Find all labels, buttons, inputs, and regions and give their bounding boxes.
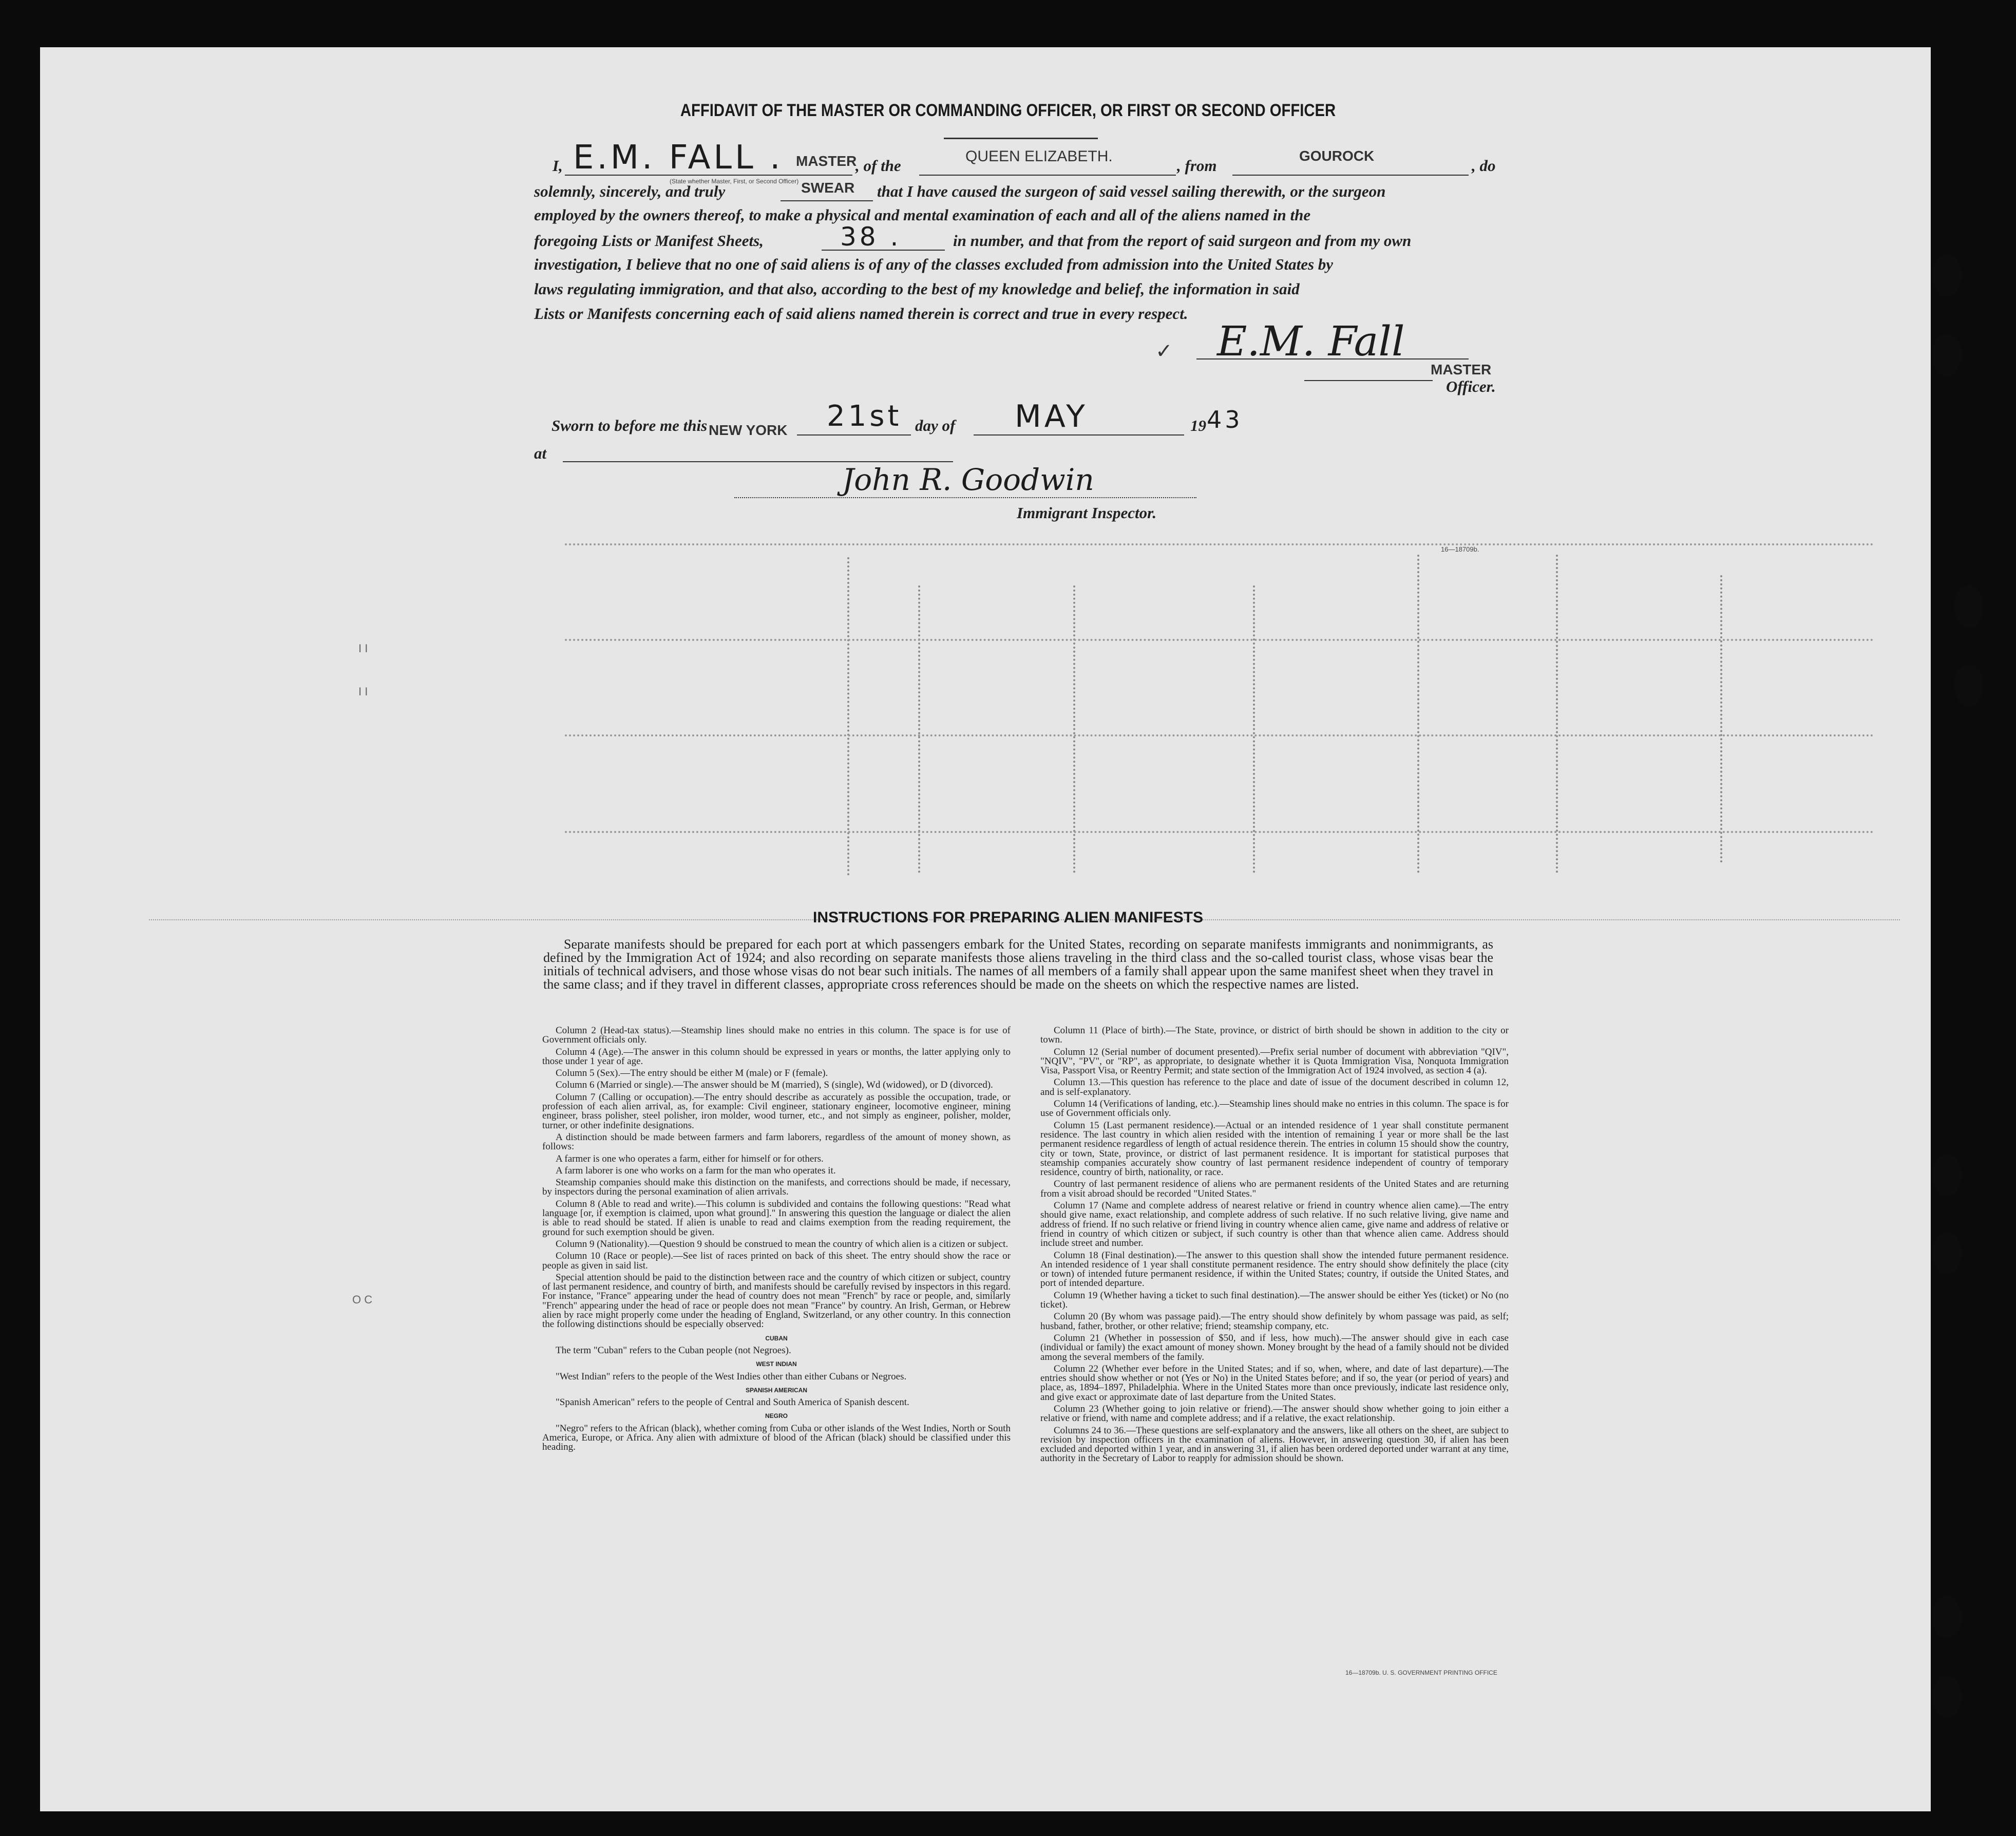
- binder-hole: [1932, 1596, 1962, 1638]
- instruction-paragraph: A farm laborer is one who works on a farm for the man who operates it.: [556, 1165, 836, 1176]
- binder-hole: [1932, 255, 1962, 297]
- pronoun-i: I,: [553, 157, 563, 175]
- instructions-right-column: [1040, 1026, 1509, 1466]
- instruction-paragraph: The term "Cuban" refers to the Cuban people (not Negroes).: [556, 1345, 791, 1356]
- oath-continuation: that I have caused the surgeon of said vessel sailing therewith, or the surgeon: [877, 182, 1386, 200]
- margin-mark: I I: [358, 642, 368, 655]
- instruction-paragraph: Column 7 (Calling or occupation).—The entry should describe as accurately as possible the occupation, trade, or profession of each alien arrival, as, for example: Civil engineer, stationary engineer, locomotive engineer, mining engineer, brass polisher, steel polisher, iron molder, wood turner, etc., and not simply as engineer, polisher, molder, turner, or other indefinite designations.: [542, 1091, 1011, 1131]
- port-field-line: [1232, 175, 1469, 176]
- year-prefix: 19: [1190, 417, 1206, 434]
- officer-rank-stamp: MASTER: [1431, 362, 1492, 377]
- instructions-title: INSTRUCTIONS FOR PREPARING ALIEN MANIFESTS: [812, 909, 1204, 926]
- number-continuation: in number, and that from the report of said surgeon and from my own: [953, 232, 1412, 250]
- instruction-paragraph: Column 15 (Last permanent residence).—Actual or an intended residence of 1 year shall constitute permanent residence. The last country in which alien resided with the intention of remaining 1 year or more shall be the last permanent residence regardless of length of actual residence therein. The entries in column 15 should show the country, city or town, State, province, or district of last permanent residence. It is important for statistical purposes that steamship companies accurately show country of last permanent residence independent of country of temporary residence, country of birth, nationality, or race.: [1040, 1120, 1509, 1178]
- margin-mark: O C: [352, 1293, 373, 1306]
- instruction-paragraph: A farmer is one who operates a farm, either for himself or for others.: [556, 1153, 824, 1164]
- instruction-paragraph: Column 21 (Whether in possession of $50, and if less, how much).—The answer should give in each case (individual or family) the exact amount of money shown. Money brought by the head of a family should not be divided among the several members of the family.: [1040, 1332, 1509, 1362]
- instruction-paragraph: Special attention should be paid to the distinction between race and the country of which citizen or subject, country of last permanent residence, and country of birth, and manifests should be carefully revised by inspectors in this regard. For instance, "France" appearing under the head of country does not mean "French" by race or people, and, similarly "French" appearing under the head of race or people does not mean "France" by country. An Irish, German, or Hebrew alien by race might properly come under the heading of England, Switzerland, or any other country. In this connection the following distinctions should be especially observed:: [542, 1272, 1011, 1330]
- sworn-text: Sworn to before me this: [551, 417, 708, 434]
- sworn-month: MAY: [1015, 399, 1088, 434]
- instruction-paragraph: Column 14 (Verifications of landing, etc.).—Steamship lines should make no entries in this column. The space is for use of Government officials only.: [1040, 1099, 1509, 1119]
- instruction-paragraph: Column 11 (Place of birth).—The State, province, or district of birth should be shown in addition to the city or town.: [1040, 1025, 1509, 1046]
- binder-hole: [1932, 1233, 1962, 1275]
- bleed-through-rule: [565, 543, 1874, 545]
- binder-hole: [1932, 1675, 1962, 1717]
- sworn-place-stamp: NEW YORK: [709, 422, 788, 438]
- instruction-paragraph: Column 23 (Whether going to join relative or friend).—The answer should show whether going to join either a relative or friend, with name and complete address; and if a relative, the exact relationship.: [1040, 1403, 1509, 1424]
- instruction-paragraph: Column 5 (Sex).—The entry should be either M (male) or F (female).: [556, 1068, 828, 1079]
- affidavit-line-6: laws regulating immigration, and that also, according to the best of my knowledge and belief, the information in said: [534, 280, 1300, 298]
- bleed-through-rule: [1253, 585, 1255, 873]
- bleed-through-rule: [1073, 585, 1075, 873]
- binder-hole: [1932, 334, 1962, 376]
- inspector-signature-line: [734, 497, 1196, 498]
- ship-name: QUEEN ELIZABETH.: [965, 148, 1113, 165]
- instruction-paragraph: Column 13.—This question has reference to the place and date of issue of the document described in column 12, and is self-explanatory.: [1040, 1077, 1509, 1097]
- at-label: at: [534, 444, 547, 462]
- ship-field-line: [919, 175, 1176, 176]
- instruction-paragraph: Column 4 (Age).—The answer in this column should be expressed in years or months, the latter applying only to those under 1 year of age.: [542, 1046, 1011, 1067]
- day-of-label: day of: [915, 417, 956, 434]
- instruction-paragraph: Column 18 (Final destination).—The answer to this question shall show the intended future permanent residence. An intended residence of 1 year shall constitute permanent residence. The entry should show definitely the place (city or town) of intended future permanent residence, if within the United States; country, if outside the United States, and port of intended departure.: [1040, 1250, 1509, 1289]
- instruction-paragraph: Column 6 (Married or single).—The answer should be M (married), S (single), Wd (widowed), or D (divorced).: [556, 1080, 993, 1091]
- sworn-day: 21st: [827, 400, 902, 433]
- instruction-paragraph: "Spanish American" refers to the people of Central and South America of Spanish descent.: [556, 1397, 909, 1408]
- day-field-line: [797, 434, 911, 436]
- section-heading: SPANISH AMERICAN: [745, 1386, 807, 1394]
- instruction-paragraph: Column 19 (Whether having a ticket to such final destination).—The answer should be either Yes (ticket) or No (no ticket).: [1040, 1290, 1509, 1311]
- form-number: 16—18709b.: [1441, 545, 1479, 553]
- bleed-through-rule: [1417, 555, 1419, 873]
- signature-line: [1196, 358, 1469, 359]
- instruction-paragraph: Column 12 (Serial number of document presented).—Prefix serial number of document with abbreviation "QIV", "NQIV", "PV", or "RP", as appropriate, to designate whether it is Quota Immigration Visa, Nonquota Immigration Visa, Passport Visa, or Reentry Permit; and state section of the Immigration Act of 1924 involved, as section 4 (a).: [1040, 1046, 1509, 1076]
- port-of-departure: GOUROCK: [1299, 148, 1375, 164]
- instruction-paragraph: Column 10 (Race or people).—See list of races printed on back of this sheet. The entry should show the race or people as given in said list.: [542, 1251, 1011, 1271]
- margin-mark: I I: [358, 685, 368, 698]
- instruction-paragraph: Column 2 (Head-tax status).—Steamship lines should make no entries in this column. The space is for use of Government officials only.: [542, 1025, 1011, 1046]
- bleed-through-rule: [847, 557, 849, 876]
- bleed-through-rule: [565, 734, 1874, 736]
- instruction-paragraph: Columns 24 to 36.—These questions are self-explanatory and the answers, like all others on the sheet, are subject to revision by inspection officers in the examination of aliens. However, in answering question 30, if alien has been excluded and deported within 1 year, and in answering 31, if alien has been ordered deported under warrant at any time, authority in the Secretary of Labor to reapply for admission should be shown.: [1040, 1425, 1509, 1464]
- month-field-line: [974, 434, 1184, 436]
- binder-hole: [1954, 665, 1984, 707]
- from-label: , from: [1177, 157, 1217, 175]
- instruction-paragraph: Steamship companies should make this distinction on the manifests, and corrections should be made, if necessary, by inspectors during the personal examination of alien arrivals.: [542, 1177, 1011, 1198]
- affidavit-line-5: investigation, I believe that no one of said aliens is of any of the classes excluded from admission into the United States by: [534, 255, 1334, 273]
- instructions-left-column: [542, 1026, 1011, 1455]
- title-rule: [944, 138, 1098, 139]
- rank-line: [1304, 380, 1433, 381]
- inspector-signature: John R. Goodwin: [842, 462, 1094, 497]
- oath-field-line: [781, 200, 873, 201]
- bleed-through-rule: [1556, 555, 1558, 873]
- instruction-paragraph: Column 8 (Able to read and write).—This column is subdivided and contains the following questions: "Read what language [or, if exemption is claimed, upon what ground]." In answering this question the language or dialect the alien is able to read should be stated. If alien is unable to read and claims exemption from the reading requirement, the ground for such exemption should be given.: [542, 1198, 1011, 1238]
- affidavit-title: AFFIDAVIT OF THE MASTER OR COMMANDING OFFICER, OR FIRST OR SECOND OFFICER: [680, 101, 1336, 120]
- of-the-label: , of the: [855, 157, 901, 175]
- section-heading: CUBAN: [765, 1334, 788, 1342]
- instruction-paragraph: "West Indian" refers to the people of the West Indies other than either Cubans or Negroes.: [556, 1371, 907, 1382]
- rank-stamp: MASTER: [796, 153, 857, 169]
- instruction-paragraph: Column 17 (Name and complete address of nearest relative or friend in country whence alien came).—The entry should give name, exact relationship, and complete address of such relative. If no such relative living, give name and address of friend. If no such relative or friend living in country whence alien came, give name and address of relative or friend in country of which citizen or subject, if such country is other than that whence alien came. Address should include street and number.: [1040, 1200, 1509, 1249]
- sworn-year: 43: [1207, 406, 1243, 433]
- binder-hole: [1932, 1154, 1962, 1197]
- manifest-sheet-count: 38 .: [840, 222, 902, 252]
- bleed-through-rule: [918, 585, 920, 873]
- rank-note: (State whether Master, First, or Second Officer): [670, 178, 799, 185]
- do-label: , do: [1472, 157, 1496, 175]
- affidavit-line-3: employed by the owners thereof, to make a physical and mental examination of each and all of the aliens named in the: [534, 206, 1311, 224]
- affidavit-line-7: Lists or Manifests concerning each of said aliens named therein is correct and true in every respect.: [534, 305, 1188, 323]
- bleed-through-rule: [1720, 575, 1722, 863]
- inspector-label: Immigrant Inspector.: [1017, 504, 1157, 522]
- section-heading: WEST INDIAN: [756, 1360, 797, 1368]
- instruction-paragraph: Column 22 (Whether ever before in the United States; and if so, when, where, and date of last departure).—The entries should show whether or not (Yes or No) in the United States before; and if so, the year (or period of years) and place, as, 1894–1897, Philadelphia. Where in the United States more than once previously, indicate last residence only, and give exact or approximate date of last departure from the United States.: [1040, 1363, 1509, 1403]
- printing-office-footer: 16—18709b. U. S. GOVERNMENT PRINTING OFFICE: [1345, 1669, 1497, 1676]
- master-name: E.M. FALL .: [573, 139, 784, 177]
- bleed-through-rule: [565, 639, 1874, 641]
- officer-label: Officer.: [1446, 377, 1496, 395]
- section-heading: NEGRO: [765, 1412, 788, 1420]
- master-signature-check: ✓: [1155, 339, 1173, 363]
- bleed-through-rule: [565, 831, 1874, 833]
- instruction-paragraph: "Negro" refers to the African (black), whether coming from Cuba or other islands of the West Indies, North or South America, Europe, or Africa. Any alien with admixture of blood of the African (black) should be classified under this heading.: [542, 1423, 1011, 1453]
- instructions-intro: Separate manifests should be prepared for each port at which passengers embark for the United States, recording on separate manifests immigrants and nonimmigrants, as defined by the Immigration Act of 1924; and also recording on separate manifests those aliens traveling in the third class and the so-called tourist class, whose visas bear the initials of technical advisers, and those whose visas do not bear such initials. The names of all members of a family shall appear upon the same manifest sheet when they travel in the same class; and if they travel in different classes, appropriate cross references should be made on the sheets on which the respective names are listed.: [543, 937, 1493, 992]
- foregoing-text: foregoing Lists or Manifest Sheets,: [534, 232, 764, 250]
- instruction-paragraph: Column 20 (By whom was passage paid).—The entry should show definitely by whom passage was paid, as self; husband, father, brother, or other relative; friend; steamship company, etc.: [1040, 1311, 1509, 1332]
- binder-hole: [1954, 585, 1984, 628]
- solemnly-text: solemnly, sincerely, and truly: [534, 182, 726, 200]
- instruction-paragraph: Country of last permanent residence of aliens who are permanent residents of the United States and are returning from a visit abroad should be recorded "United States.": [1040, 1179, 1509, 1199]
- instruction-paragraph: Column 9 (Nationality).—Question 9 should be construed to mean the country of which alien is a citizen or subject.: [556, 1238, 1009, 1250]
- instruction-paragraph: A distinction should be made between farmers and farm laborers, regardless of the amount of money shown, as follows:: [542, 1131, 1011, 1152]
- master-signature: E.M. Fall: [1217, 317, 1405, 365]
- oath-stamp: SWEAR: [801, 180, 855, 196]
